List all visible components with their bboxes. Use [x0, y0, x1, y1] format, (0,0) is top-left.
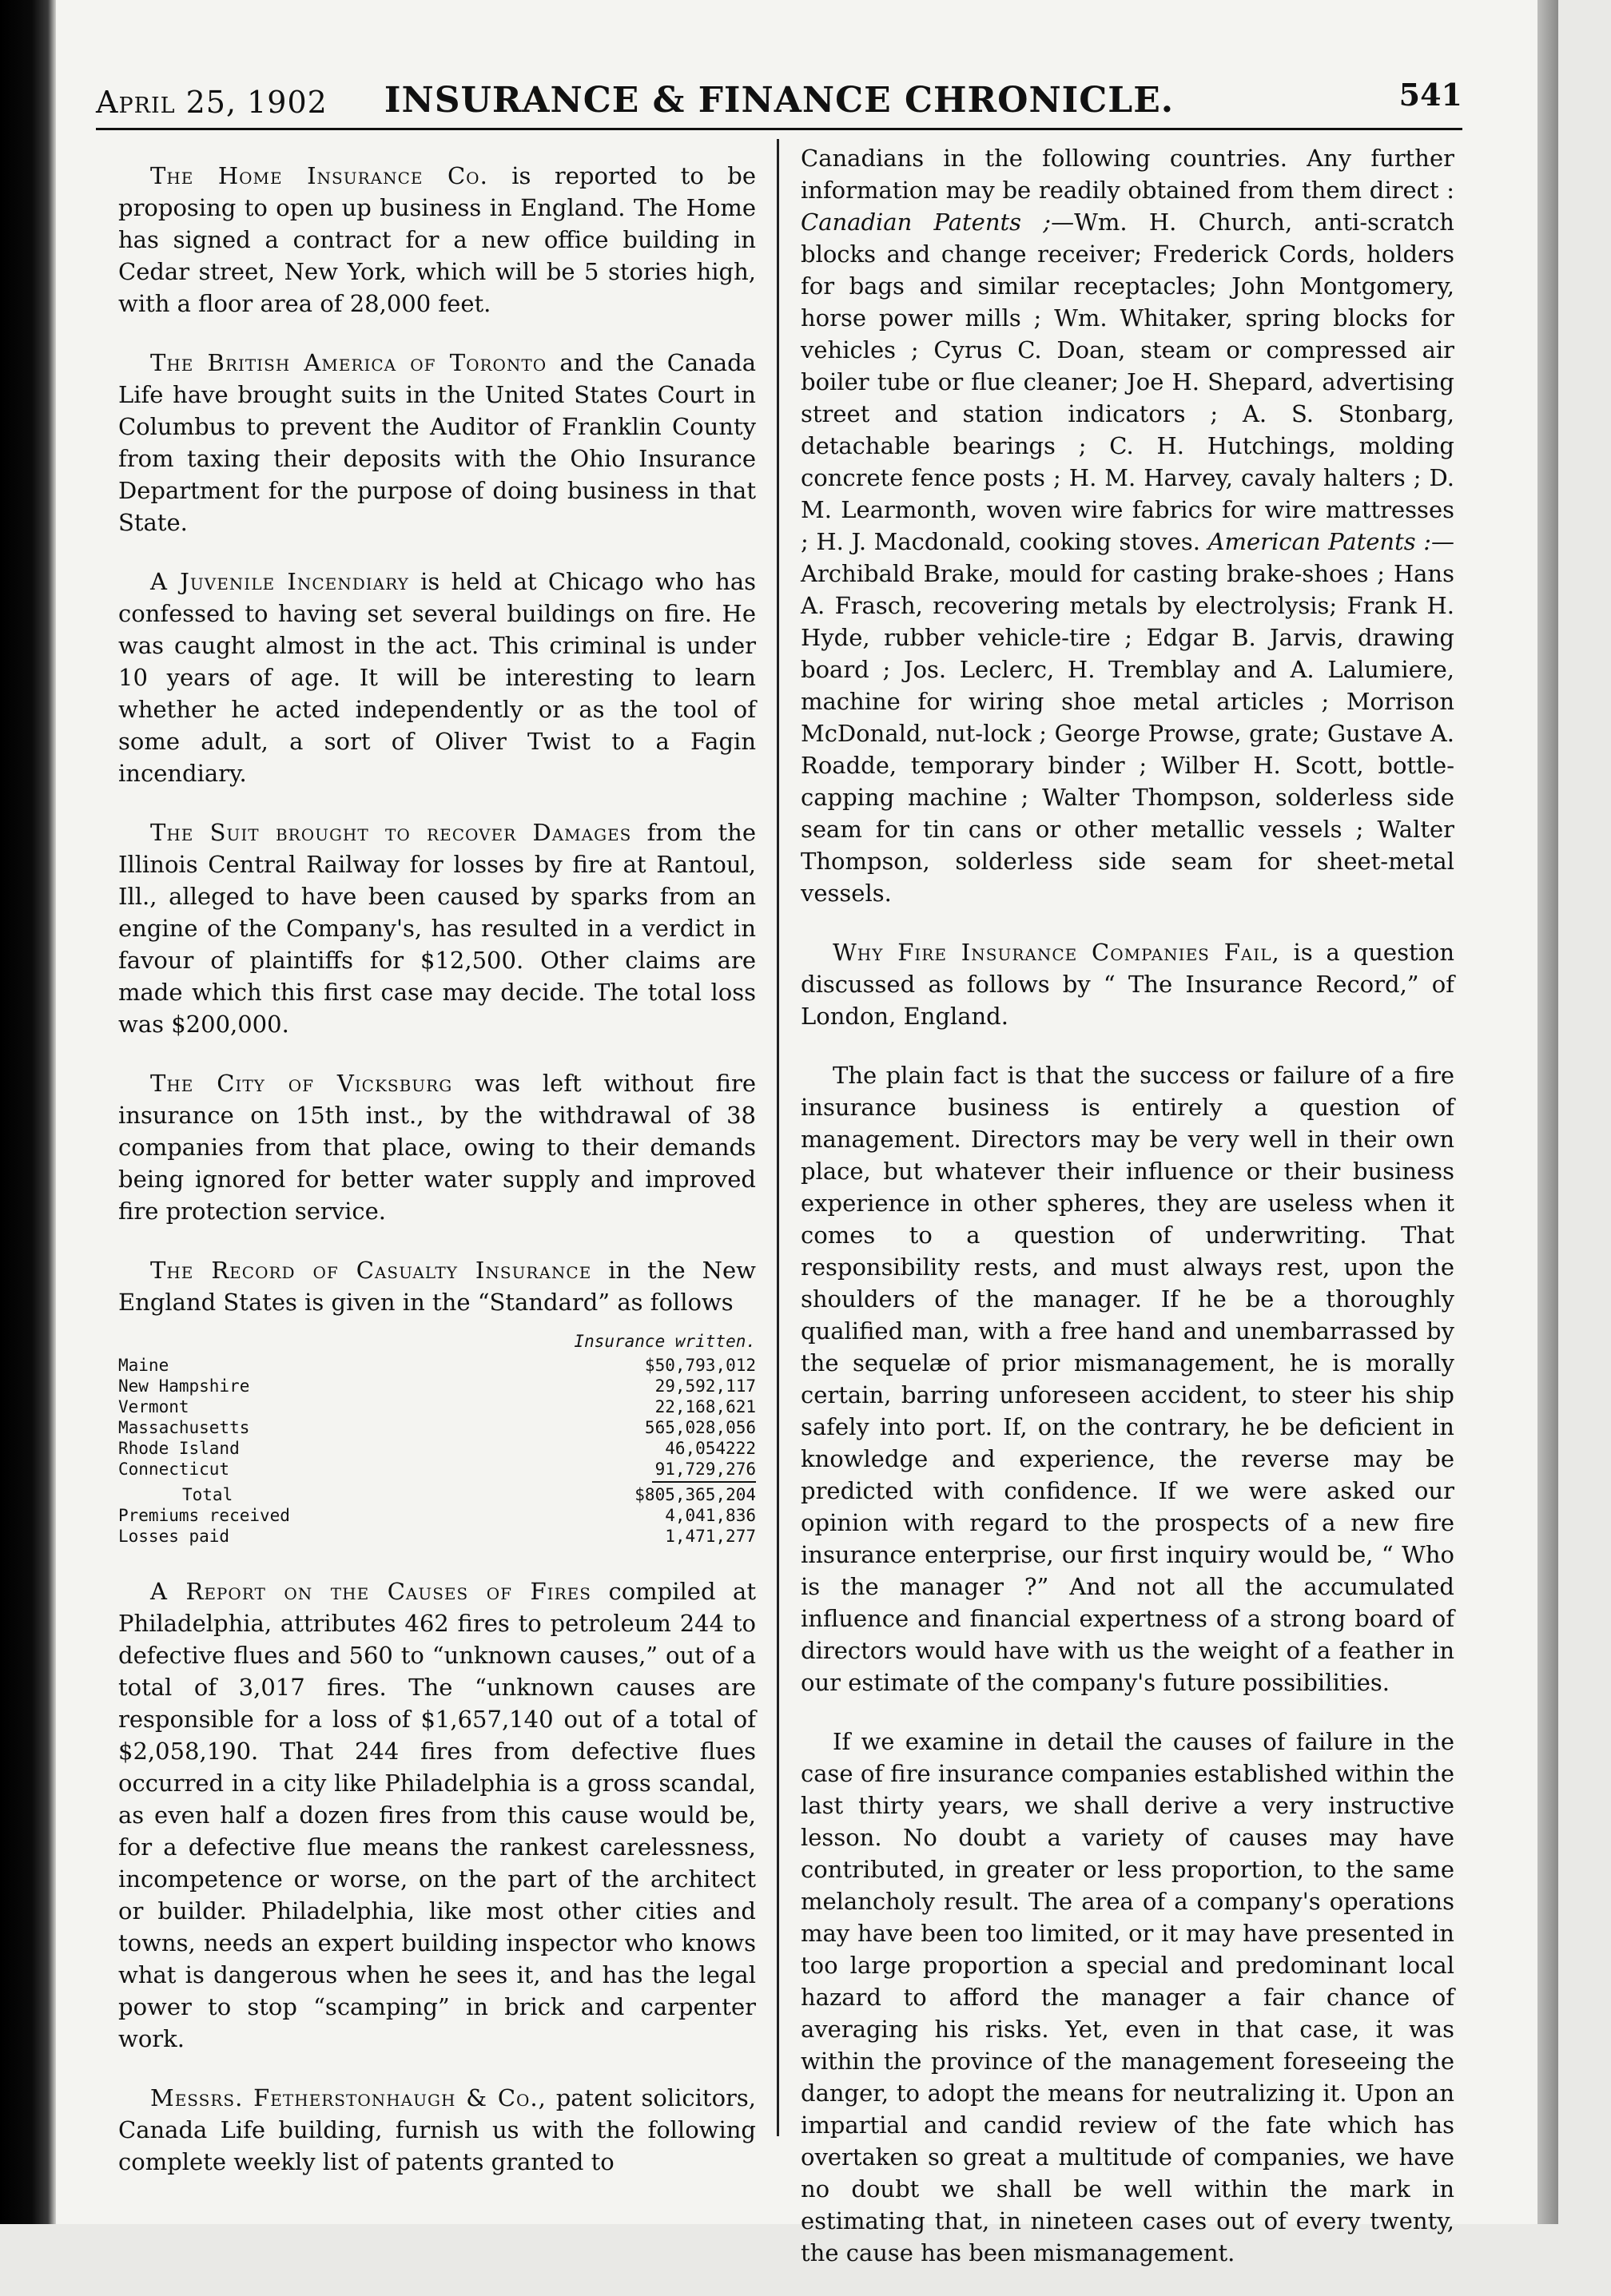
article-lead: A Juvenile Incendiary [150, 568, 409, 595]
article-body: from the Illinois Central Railway for losses by fire at Rantoul, Ill., alleged to have been caused by sparks from an engine of the Company's, has resulted in a verdict in favour of plaintiffs for $12,500. Other claims are made which this first case may decide. The total loss was $200,000. [118, 819, 756, 1038]
page-header [96, 73, 1462, 121]
article-body: and the Canada Life have brought suits in the United States Court in Columbus to prevent the Auditor of Franklin County from taxing their deposits with the Ohio Insurance Department for the purpose of doing business in that State. [118, 349, 756, 536]
issue-date: April 25, 1902 [96, 85, 328, 120]
article-fetherstonhaugh [118, 2082, 756, 2178]
table-row [118, 1459, 756, 1480]
page-binding-shadow [0, 0, 56, 2224]
table-row [118, 1396, 756, 1417]
left-column [118, 160, 756, 2178]
article-paragraph: The plain fact is that the success or failure of a fire insurance business is entirely a question of management. Directors may be very well in their own place, but whatever their influence or their business experience in other spheres, they are useless when it comes to a question of underwriting. That responsibility rests, and must always rest, upon the shoulders of the manager. If he be a thoroughly qualified man, with a free hand and unembarrassed by the sequelæ of prior mismanagement, he is morally certain, barring unforeseen accident, to steer his ship safely into port. If, on the contrary, he be deficient in knowledge and experience, the reverse may be predicted with confidence. If we were asked our opinion with regard to the prospects of a new fire insurance enterprise, our first inquiry would be, “ Who is the manager ?” And not all the accumulated influence and financial expertness of a strong board of directors would have with us the weight of a feather in our estimate of the company's future possibilities. [801, 1062, 1454, 1696]
american-patents-heading: American Patents : [1207, 528, 1431, 555]
casualty-insurance-table [118, 1331, 756, 1547]
table-row [118, 1438, 756, 1459]
state-label: Connecticut [118, 1460, 230, 1479]
losses-value: 1,471,277 [665, 1527, 756, 1546]
article-lead: The British America of Toronto [150, 349, 547, 376]
page-edge [1537, 0, 1558, 2224]
table-row [118, 1355, 756, 1376]
table-header: Insurance written. [574, 1332, 756, 1351]
right-column [801, 142, 1454, 2296]
article-vicksburg [118, 1067, 756, 1227]
article-british-america [118, 347, 756, 538]
state-label: Maine [118, 1356, 169, 1375]
article-home-insurance [118, 160, 756, 320]
article-lead: The Suit brought to recover Damages [150, 819, 632, 846]
article-body: compiled at Philadelphia, attributes 462 fires to petroleum 244 to defective flues and 560 to “unknown causes,” out of a total of 3,017 fires. The “unknown causes are responsible for a loss of $1,657,140 out of a total of $2,058,190. That 244 fires from defective flues occurred in a city like Philadelphia is a gross scandal, as even half a dozen fires from this cause would be, for a defective flue means the rankest carelessness, incompetence or worse, on the part of the architect or builder. Philadelphia, like most other cities and towns, needs an expert building inspector who knows what is dangerous when he sees it, and has the legal power to stop “scamping” in brick and carpenter work. [118, 1578, 756, 2052]
amount-value: $50,793,012 [644, 1356, 756, 1375]
article-body: in the New England States is given in the “Standard” as follows [118, 1257, 756, 1316]
amount-value: 46,054222 [665, 1439, 756, 1458]
losses-label: Losses paid [118, 1527, 230, 1546]
article-suit-damages [118, 816, 756, 1040]
amount-value: 565,028,056 [644, 1418, 756, 1437]
state-label: Vermont [118, 1397, 189, 1416]
article-lead: The City of Vicksburg [150, 1070, 453, 1097]
losses-row [118, 1526, 756, 1547]
total-value: $805,365,204 [634, 1485, 756, 1504]
amount-value: 22,168,621 [654, 1397, 756, 1416]
article-lead: Messrs. Fetherstonhaugh & Co., [150, 2084, 547, 2111]
american-patents-list: —Archibald Brake, mould for casting brake-shoes ; Hans A. Frasch, recovering metals by electrolysis; Frank H. Hyde, rubber vehicle-tire ; Edgar B. Jarvis, drawing board ; Jos. Leclerc, H. Tremblay and A. Lalumiere, machine for wiring shoe metal articles ; Morrison McDonald, nut-lock ; George Prowse, grate; Gustave A. Roadde, temporary binder ; Wilber H. Scott, bottle-capping machine ; Walter Thompson, solderless side seam for tin cans or other metallic vessels ; Walter Thompson, solderless side seam for sheet-metal vessels. [801, 528, 1454, 907]
table-total-row [118, 1484, 756, 1505]
patents-list [801, 142, 1454, 909]
article-body: is a question discussed as follows by “ The Insurance Record,” of London, England. [801, 939, 1455, 1030]
article-body: was left without fire insurance on 15th inst., by the withdrawal of 38 companies from that place, owing to their demands being ignored for better water supply and improved fire protection service. [118, 1070, 756, 1225]
amount-value: 91,729,276 [654, 1460, 756, 1479]
article-paragraph: If we examine in detail the causes of failure in the case of fire insurance companies established within the last thirty years, we shall derive a very instructive lesson. No doubt a variety of causes may have contributed, in greater or less proportion, to the same melancholy result. The area of a company's operations may have been too limited, or it may have presented in too large proportion a special and predominant local hazard to afford the manager a fair chance of averaging his risks. Yet, even in that case, it was within the province of the management foreseeing the danger, to adopt the means for neutralizing it. Upon an impartial and candid review of the fate which has overtaken so great a multitude of companies, we have no doubt we shall be well within the mark in estimating that, in nineteen cases out of every twenty, the cause has been mismanagement. [801, 1728, 1454, 2266]
publication-title: INSURANCE & FINANCE CHRONICLE. [384, 80, 1175, 121]
article-casualty-record [118, 1254, 756, 1318]
article-body: is reported to be proposing to open up business in England. The Home has signed a contract for a new office building in Cedar street, New York, which will be 5 stories high, with a floor area of 28,000 feet. [118, 162, 756, 317]
article-causes-of-fires [118, 1575, 756, 2055]
article-why-companies-fail [801, 936, 1454, 1032]
premiums-label: Premiums received [118, 1506, 290, 1525]
table-row [118, 1417, 756, 1438]
amount-value: 29,592,117 [654, 1376, 756, 1396]
article-lead: The Home Insurance Co. [150, 162, 488, 189]
canadian-patents-heading: Canadian Patents ; [801, 209, 1052, 236]
article-body: patent solicitors, Canada Life building, furnish us with the following complete weekly list of patents granted to [118, 2084, 756, 2175]
header-rule [96, 128, 1462, 130]
table-row [118, 1376, 756, 1396]
newspaper-page [56, 0, 1558, 2266]
total-label: Total [182, 1485, 233, 1504]
state-label: New Hampshire [118, 1376, 250, 1396]
canadian-patents-list: —Wm. H. Church, anti-scratch blocks and change receiver; Frederick Cords, holders for bags and similar receptacles; John Montgomery, horse power mills ; Wm. Whitaker, spring blocks for vehicles ; Cyrus C. Doan, steam or compressed air boiler tube or flue cleaner; Joe H. Shepard, advertising street and station indicators ; A. S. Stonbarg, detachable bearings ; C. H. Hutchings, molding concrete fence posts ; H. M. Harvey, cavaly halters ; D. M. Learmonth, woven wire fabrics for wire mattresses ; H. J. Macdonald, cooking stoves. [801, 209, 1454, 555]
total-rule [652, 1481, 756, 1483]
page-number: 541 [1398, 77, 1462, 113]
article-lead: A Report on the Causes of Fires [150, 1578, 591, 1605]
article-lead: The Record of Casualty Insurance [150, 1257, 592, 1284]
column-divider [777, 139, 779, 2136]
premiums-row [118, 1505, 756, 1526]
article-juvenile-incendiary [118, 566, 756, 789]
patents-intro: Canadians in the following countries. Any further information may be readily obtained from them direct : [801, 145, 1454, 204]
state-label: Rhode Island [118, 1439, 240, 1458]
article-body: is held at Chicago who has confessed to having set several buildings on fire. He was caught almost in the act. This criminal is under 10 years of age. It will be interesting to learn whether he acted independently or as the tool of some adult, a sort of Oliver Twist to a Fagin incendiary. [118, 568, 756, 787]
article-lead: Why Fire Insurance Companies Fail, [833, 939, 1280, 966]
state-label: Massachusetts [118, 1418, 250, 1437]
premiums-value: 4,041,836 [665, 1506, 756, 1525]
